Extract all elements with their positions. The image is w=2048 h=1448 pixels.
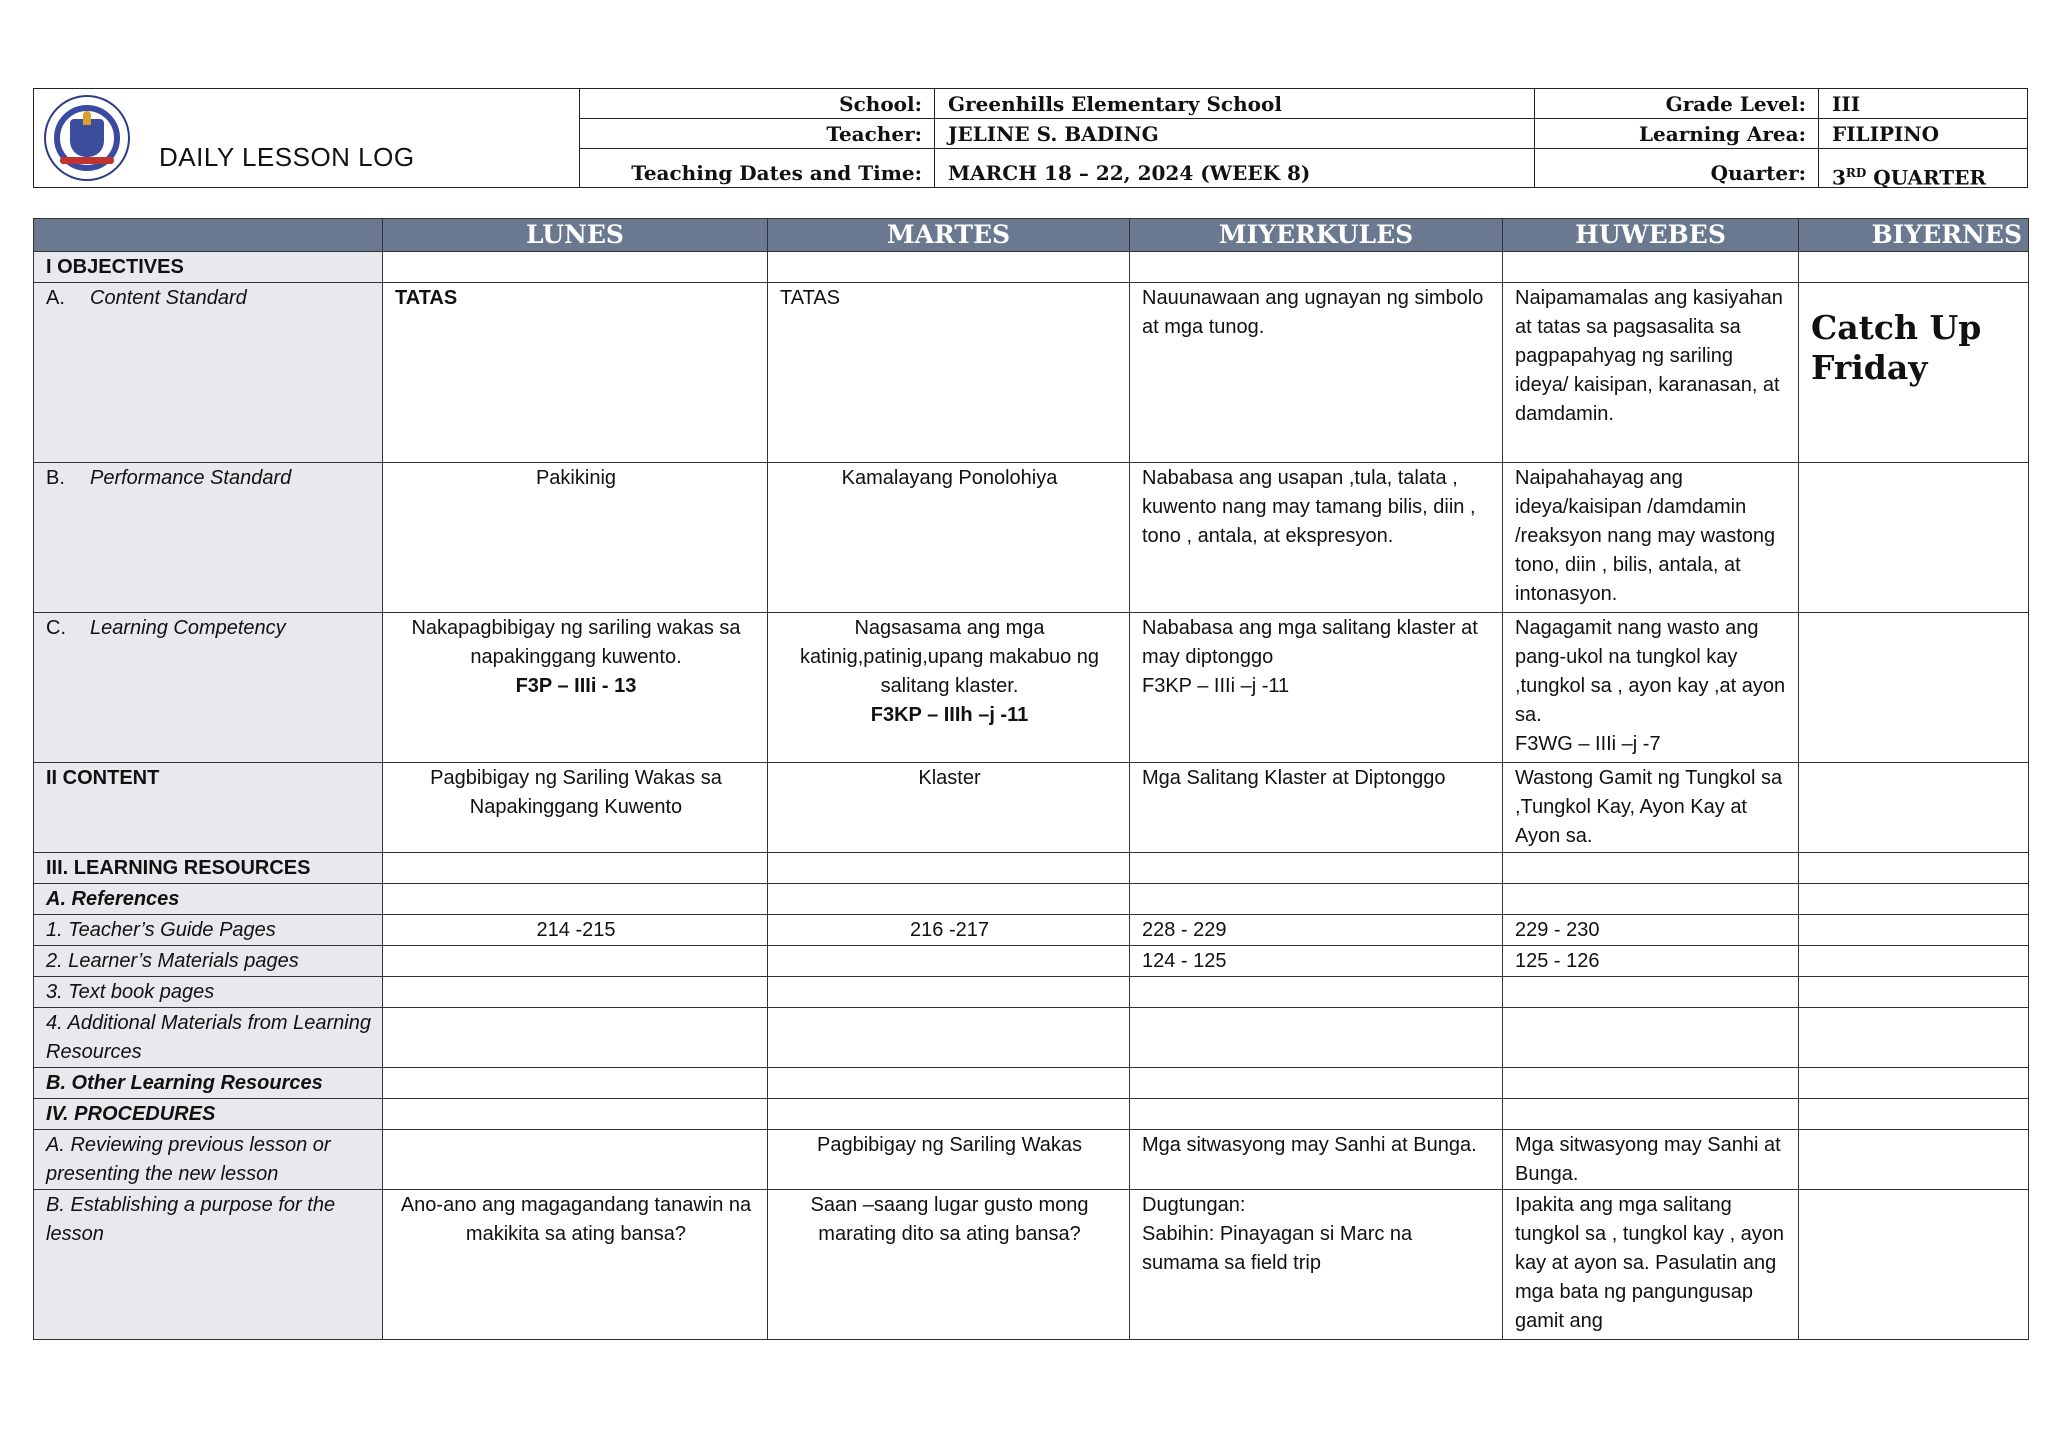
cell-lm-pages-miyerkules: 124 - 125 xyxy=(1130,946,1503,977)
cell-lm-pages-huwebes: 125 - 126 xyxy=(1503,946,1799,977)
cell-tg-pages-lunes: 214 -215 xyxy=(383,915,768,946)
row-label-learning-resources: III. LEARNING RESOURCES xyxy=(34,853,383,884)
day-header-row xyxy=(34,219,2029,252)
row-label-tg-pages: 1. Teacher’s Guide Pages xyxy=(34,915,383,946)
cell-learning-competency-huwebes: Nagagamit nang wasto ang pang-ukol na tungkol kay ,tungkol sa , ayon kay ,at ayon sa. F3WG – IIIi –j -7 xyxy=(1503,613,1799,763)
cell-learning-competency-martes: Nagsasama ang mga katinig,patinig,upang makabuo ng salitang klaster. F3KP – IIIh –j -11 xyxy=(768,613,1130,763)
cell-learning-competency-lunes: Nakapagbibigay ng sariling wakas sa napakinggang kuwento. F3P – IIIi - 13 xyxy=(383,613,768,763)
table-row xyxy=(34,1068,2029,1099)
table-row xyxy=(34,946,2029,977)
row-label-lm-pages: 2. Learner’s Materials pages xyxy=(34,946,383,977)
corner-cell xyxy=(34,219,383,252)
cell-purpose-miyerkules: Dugtungan: Sabihin: Pinayagan si Marc na sumama sa field trip xyxy=(1130,1190,1503,1340)
table-row xyxy=(34,613,2029,763)
cell-content-standard-lunes: TATAS xyxy=(383,283,768,463)
competency-code: F3WG – IIIi –j -7 xyxy=(1515,733,1661,755)
competency-code: F3KP – IIIi –j -11 xyxy=(1142,675,1290,697)
cell-content-standard-martes: TATAS xyxy=(768,283,1130,463)
cell-purpose-lunes: Ano-ano ang magagandang tanawin na makikita sa ating bansa? xyxy=(383,1190,768,1340)
table-row xyxy=(34,252,2029,283)
deped-seal-logo xyxy=(44,95,130,181)
teaching-dates-label: Teaching Dates and Time: xyxy=(580,149,935,187)
day-header-miyerkules: MIYERKULES xyxy=(1130,219,1503,252)
day-header-lunes: LUNES xyxy=(383,219,768,252)
table-row xyxy=(34,1099,2029,1130)
table-row xyxy=(34,853,2029,884)
learning-area-value: FILIPINO xyxy=(1832,122,1940,146)
cell-learning-competency-miyerkules: Nababasa ang mga salitang klaster at may diptonggo F3KP – IIIi –j -11 xyxy=(1130,613,1503,763)
row-label-references: A. References xyxy=(34,884,383,915)
row-label-performance-standard: B. Performance Standard xyxy=(34,463,383,613)
school-label: School: xyxy=(580,89,935,118)
quarter-value: 3RD QUARTER xyxy=(1832,165,1987,190)
row-label-content-standard: A. Content Standard xyxy=(34,283,383,463)
grade-level-label: Grade Level: xyxy=(1535,89,1819,118)
lesson-log-table xyxy=(33,218,2029,1340)
cell-performance-standard-martes: Kamalayang Ponolohiya xyxy=(768,463,1130,613)
cell-content-standard-huwebes: Naipamamalas ang kasiyahan at tatas sa pagsasalita sa pagpapahyag ng sariling ideya/ kaisipan, karanasan, at damdamin. xyxy=(1503,283,1799,463)
table-row xyxy=(34,1190,2029,1340)
table-row xyxy=(34,977,2029,1008)
row-label-textbook-pages: 3. Text book pages xyxy=(34,977,383,1008)
competency-code: F3P – IIIi - 13 xyxy=(515,675,637,697)
teaching-dates-value: MARCH 18 – 22, 2024 (WEEK 8) xyxy=(935,149,1535,187)
competency-code: F3KP – IIIh –j -11 xyxy=(870,704,1029,726)
day-header-martes: MARTES xyxy=(768,219,1130,252)
catch-up-friday-label: Catch Up Friday xyxy=(1811,308,1982,387)
table-row xyxy=(34,1130,2029,1190)
table-row xyxy=(34,1008,2029,1068)
row-label-reviewing: A. Reviewing previous lesson or presenting the new lesson xyxy=(34,1130,383,1190)
day-header-biyernes: BIYERNES xyxy=(1799,219,2029,252)
cell-performance-standard-huwebes: Naipahahayag ang ideya/kaisipan /damdamin /reaksyon nang may wastong tono, diin , bilis, antala, at intonasyon. xyxy=(1503,463,1799,613)
table-row xyxy=(34,915,2029,946)
logo-cell xyxy=(34,89,580,187)
cell-reviewing-martes: Pagbibigay ng Sariling Wakas xyxy=(768,1130,1130,1190)
table-row xyxy=(34,283,2029,463)
learning-area-label: Learning Area: xyxy=(1535,119,1819,148)
table-row xyxy=(34,884,2029,915)
row-label-objectives: I OBJECTIVES xyxy=(34,252,383,283)
row-label-content: II CONTENT xyxy=(34,763,383,853)
grade-level-value: III xyxy=(1832,92,1861,116)
cell-content-standard-biyernes xyxy=(1799,283,2029,463)
cell-purpose-martes: Saan –saang lugar gusto mong marating dito sa ating bansa? xyxy=(768,1190,1130,1340)
cell-purpose-huwebes: Ipakita ang mga salitang tungkol sa , tungkol kay , ayon kay at ayon sa. Pasulatin ang mga bata ng pangungusap gamit ang xyxy=(1503,1190,1799,1340)
day-header-huwebes: HUWEBES xyxy=(1503,219,1799,252)
cell-performance-standard-miyerkules: Nababasa ang usapan ,tula, talata , kuwento nang may tamang bilis, diin , tono , antala, at ekspresyon. xyxy=(1130,463,1503,613)
row-label-other-resources: B. Other Learning Resources xyxy=(34,1068,383,1099)
cell-content-lunes: Pagbibigay ng Sariling Wakas sa Napakinggang Kuwento xyxy=(383,763,768,853)
row-label-additional-materials: 4. Additional Materials from Learning Resources xyxy=(34,1008,383,1068)
lesson-log-header xyxy=(33,88,2028,188)
cell-content-martes: Klaster xyxy=(768,763,1130,853)
cell-content-huwebes: Wastong Gamit ng Tungkol sa ,Tungkol Kay, Ayon Kay at Ayon sa. xyxy=(1503,763,1799,853)
cell-content-miyerkules: Mga Salitang Klaster at Diptonggo xyxy=(1130,763,1503,853)
table-row xyxy=(34,463,2029,613)
quarter-label: Quarter: xyxy=(1535,149,1819,187)
header-info xyxy=(580,89,2027,190)
cell-tg-pages-miyerkules: 228 - 229 xyxy=(1130,915,1503,946)
cell-tg-pages-huwebes: 229 - 230 xyxy=(1503,915,1799,946)
cell-reviewing-huwebes: Mga sitwasyong may Sanhi at Bunga. xyxy=(1503,1130,1799,1190)
row-label-procedures: IV. PROCEDURES xyxy=(34,1099,383,1130)
cell-tg-pages-martes: 216 -217 xyxy=(768,915,1130,946)
row-label-learning-competency: C. Learning Competency xyxy=(34,613,383,763)
document-title: DAILY LESSON LOG xyxy=(159,142,415,172)
cell-reviewing-miyerkules: Mga sitwasyong may Sanhi at Bunga. xyxy=(1130,1130,1503,1190)
teacher-value: JELINE S. BADING xyxy=(935,119,1535,148)
school-value: Greenhills Elementary School xyxy=(935,89,1535,118)
table-row xyxy=(34,763,2029,853)
cell-performance-standard-lunes: Pakikinig xyxy=(383,463,768,613)
teacher-label: Teacher: xyxy=(580,119,935,148)
cell-content-standard-miyerkules: Nauunawaan ang ugnayan ng simbolo at mga tunog. xyxy=(1130,283,1503,463)
row-label-purpose: B. Establishing a purpose for the lesson xyxy=(34,1190,383,1340)
